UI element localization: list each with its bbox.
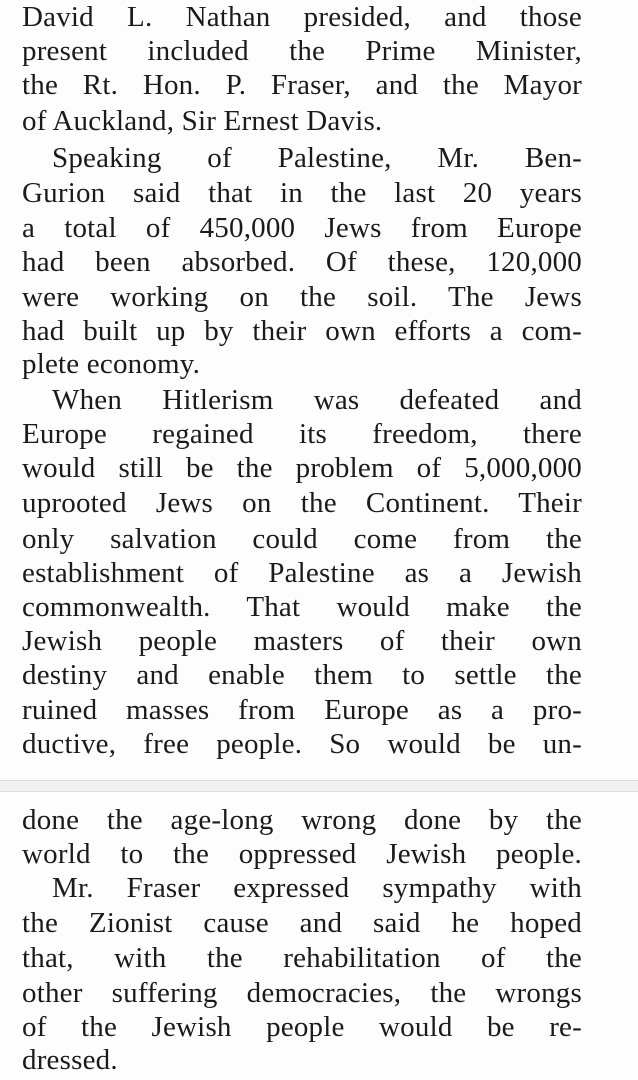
text-line: uprooted Jews on the Continent. Their — [22, 487, 582, 519]
text-line: David L. Nathan presided, and those — [22, 1, 582, 33]
text-line: ductive, free people. So would be un- — [22, 728, 582, 760]
text-line: ruined masses from Europe as a pro- — [22, 694, 582, 726]
text-line: had been absorbed. Of these, 120,000 — [22, 246, 582, 278]
text-line: Europe regained its freedom, there — [22, 418, 582, 450]
text-line: plete economy. — [22, 348, 201, 380]
text-line: would still be the problem of 5,000,000 — [22, 452, 582, 484]
text-line: done the age-long wrong done by the — [22, 804, 582, 836]
text-line: of Auckland, Sir Ernest Davis. — [22, 105, 383, 137]
text-line: had built up by their own efforts a com- — [22, 315, 582, 347]
text-line: commonwealth. That would make the — [22, 591, 582, 623]
text-line: Gurion said that in the last 20 years — [22, 177, 582, 209]
text-line: a total of 450,000 Jews from Europe — [22, 212, 582, 244]
paragraph-start-line: Speaking of Palestine, Mr. Ben- — [52, 142, 582, 174]
text-line: the Rt. Hon. P. Fraser, and the Mayor — [22, 69, 582, 101]
text-line: dressed. — [22, 1044, 118, 1076]
paragraph-start-line: Mr. Fraser expressed sympathy with — [52, 872, 582, 904]
text-line: of the Jewish people would be re- — [22, 1011, 582, 1043]
text-line: that, with the rehabilitation of the — [22, 942, 582, 974]
text-line: destiny and enable them to settle the — [22, 659, 582, 691]
text-line: world to the oppressed Jewish people. — [22, 838, 582, 870]
paragraph-start-line: When Hitlerism was defeated and — [52, 384, 582, 416]
text-line: were working on the soil. The Jews — [22, 281, 582, 313]
text-line: present included the Prime Minister, — [22, 35, 582, 67]
text-line: the Zionist cause and said he hoped — [22, 907, 582, 939]
text-line: establishment of Palestine as a Jewish — [22, 557, 582, 589]
text-line: only salvation could come from the — [22, 523, 582, 555]
text-line: Jewish people masters of their own — [22, 625, 582, 657]
newspaper-clipping-bottom — [0, 792, 638, 1080]
text-line: other suffering democracies, the wrongs — [22, 977, 582, 1009]
clipping-divider — [0, 780, 638, 792]
